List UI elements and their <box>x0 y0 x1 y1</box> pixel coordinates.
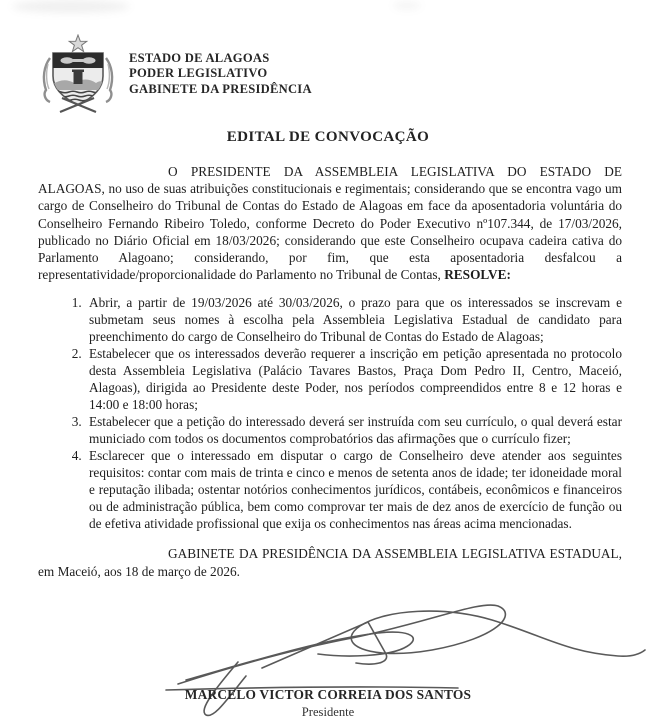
list-item <box>85 345 622 413</box>
list-item-text: Estabelecer que a petição do interessado deverá ser instruída com seu currículo, o qual deverá estar municiado com todos os documentos comprobatórios das afirmações que o currículo fizer; <box>89 414 622 447</box>
opening-paragraph-text: O PRESIDENTE DA ASSEMBLEIA LEGISLATIVA DO ESTADO DE ALAGOAS, no uso de suas atribuições constitucionais e regimentais; considerando que se encontra vago um cargo de Conselheiro do Tribunal de Contas do Estado de Alagoas em face da aposentadoria voluntária do Conselheiro Fernando Ribeiro Toledo, conforme Decreto do Poder Executivo nº107.344, de 17/03/2026, publicado no Diário Oficial em 18/03/2026; considerando que este Conselheiro ocupava cadeira cativa do Parlamento Alagoano; considerando, por fim, que esta aposentadoria desfalcou a representatividade/proporcionalidade do Parlamento no Tribunal de Contas, <box>38 164 622 283</box>
list-item-text: Estabelecer que os interessados deverão requerer a inscrição em petição apresentada no protocolo desta Assembleia Legislativa (Palácio Tavares Bastos, Praça Dom Pedro II, Centro, Maceió, Alagoas), dirigida ao Presidente deste Poder, nos períodos compreendidos entre 8 e 12 horas e 14:00 e 18:00 horas; <box>89 346 622 413</box>
letterhead <box>40 34 312 114</box>
list-item <box>85 294 622 345</box>
scan-artifact <box>12 0 130 13</box>
opening-paragraph <box>38 163 622 283</box>
closing-paragraph: GABINETE DA PRESIDÊNCIA DA ASSEMBLEIA LEGISLATIVA ESTADUAL, em Maceió, aos 18 de março de 2026. <box>38 546 622 579</box>
list-item <box>85 447 622 532</box>
org-line-3: GABINETE DA PRESIDÊNCIA <box>129 81 312 96</box>
resolve-label: RESOLVE: <box>444 267 511 283</box>
signatory-role: Presidente <box>301 705 355 719</box>
letterhead-org-lines <box>129 51 312 97</box>
org-line-2: PODER LEGISLATIVO <box>129 66 268 81</box>
org-line-1: ESTADO DE ALAGOAS <box>129 50 270 65</box>
alagoas-coat-of-arms-icon <box>40 34 116 114</box>
list-item-text: Esclarecer que o interessado em disputar o cargo de Conselheiro deve atender aos seguintes requisitos: contar com mais de trinta e cinco e menos de setenta anos de idade; ter idoneidade moral e reputação ilibada; ostentar notórios conhecimentos jurídicos, contábeis, econômicos e financeiros ou de administração pública, bem como comprovar ter mais de dez anos de exercício de função ou de efetiva atividade profissional que exija os conhecimentos nas áreas acima mencionadas. <box>89 448 622 532</box>
resolutions-list <box>38 294 622 532</box>
list-item <box>85 413 622 447</box>
document-body <box>38 163 622 580</box>
document-title: EDITAL DE CONVOCAÇÃO <box>226 129 430 145</box>
list-item-text: Abrir, a partir de 19/03/2026 até 30/03/2026, o prazo para que os interessados se inscrevam e submetam seus nomes à escolha pela Assembleia Legislativa Estadual de candidato para preenchimento do cargo de Conselheiro do Tribunal de Contas do Estado de Alagoas; <box>89 295 622 345</box>
signatory-name: MARCELO VICTOR CORREIA DOS SANTOS <box>184 687 472 702</box>
scan-artifact <box>393 2 421 9</box>
